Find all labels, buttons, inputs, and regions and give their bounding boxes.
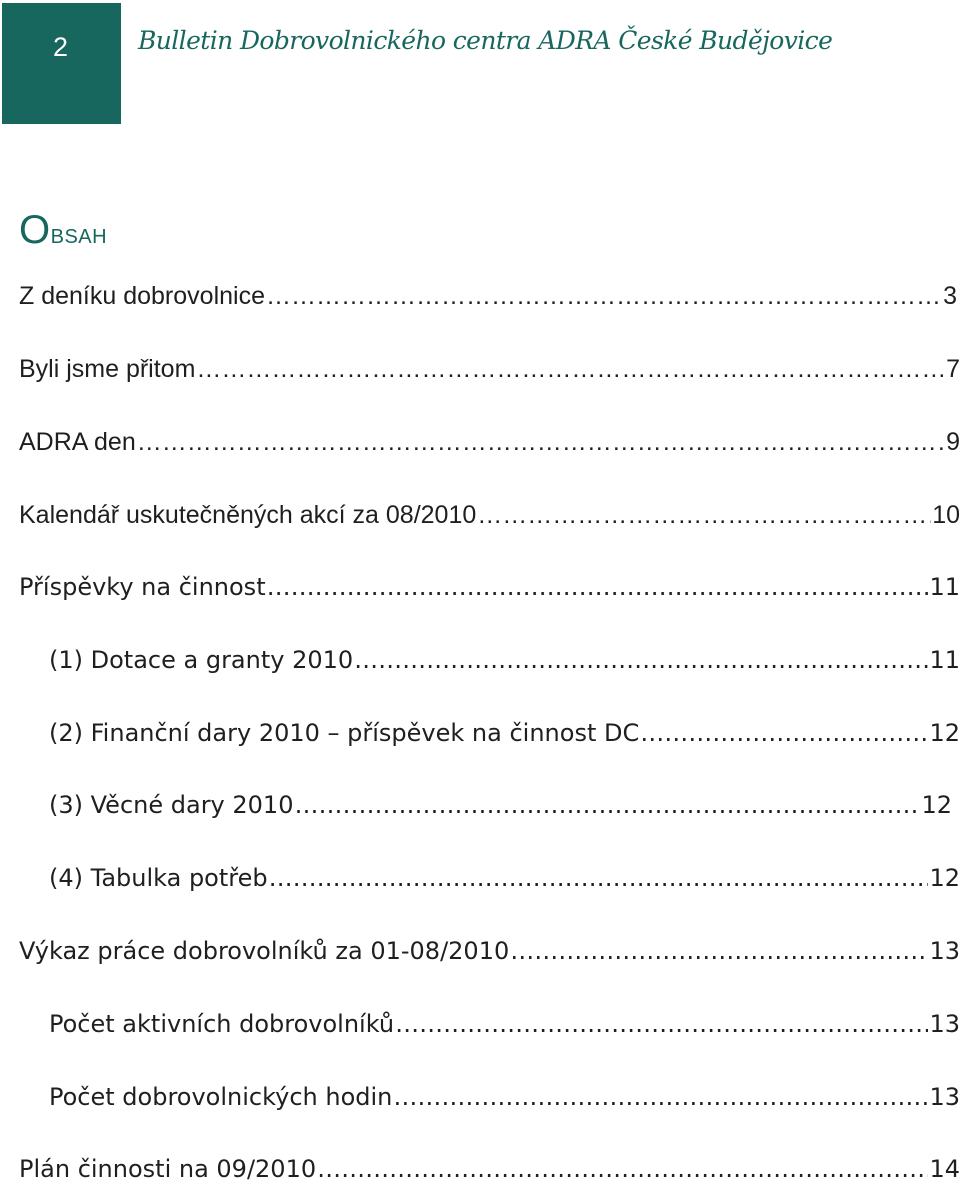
toc-leader-dots [267,569,929,605]
toc-entry-page: 13 [929,1010,960,1038]
toc-entry-page: 13 [929,937,960,965]
toc-entry[interactable] [19,569,960,605]
toc-leader-dots [266,278,942,314]
toc-leader-dots [354,642,928,678]
toc-entry-page: 11 [929,646,960,674]
toc-entry[interactable] [49,1006,960,1042]
toc-heading-initial: O [19,208,51,252]
toc-entry-page: 11 [929,573,960,601]
toc-entry-page: 12 [921,791,952,819]
toc-entry[interactable] [49,1079,960,1115]
toc-leader-dots [294,787,920,823]
toc-entry[interactable] [19,933,960,969]
toc-leader-dots [269,860,929,896]
toc-entry-title: Výkaz práce dobrovolníků za 01-08/2010 [19,937,510,965]
toc-entry[interactable] [19,278,957,314]
toc-entry-title: Příspěvky na činnost [19,573,266,601]
toc-entry[interactable] [19,1151,960,1187]
toc-leader-dots [477,497,931,533]
toc-entry-title: Počet aktivních dobrovolníků [49,1010,395,1038]
bulletin-title: Bulletin Dobrovolnického centra ADRA České Budějovice [138,26,833,55]
toc-entry-title: Počet dobrovolnických hodin [49,1083,393,1111]
toc-entry-page: 9 [946,428,960,456]
toc-entry[interactable] [49,860,960,896]
toc-entry[interactable] [49,715,960,751]
toc-entry-title: (4) Tabulka potřeb [49,864,268,892]
toc-entry-page: 10 [932,501,960,529]
toc-entry[interactable] [49,642,960,678]
toc-entry-page: 3 [943,282,957,310]
toc-entry-page: 12 [929,864,960,892]
toc-leader-dots [137,424,945,460]
toc-entry-title: (3) Věcné dary 2010 [49,791,294,819]
toc-leader-dots [395,1006,928,1042]
page-number: 2 [53,32,69,62]
toc-entry-page: 7 [946,355,960,383]
toc-leader-dots [317,1151,928,1187]
toc-entry-title: (2) Finanční dary 2010 – příspěvek na činnost DC [49,719,640,747]
toc-entry-title: (1) Dotace a granty 2010 [49,646,354,674]
toc-entry[interactable] [49,787,952,823]
toc-leader-dots [640,715,928,751]
toc-leader-dots [196,351,945,387]
toc-entry-page: 13 [929,1083,960,1111]
toc-entry-title: ADRA den [19,428,136,456]
toc-heading-rest: bsah [50,218,108,250]
toc-entry[interactable] [19,497,960,533]
toc-leader-dots [510,933,928,969]
toc-entry-title: Kalendář uskutečněných akcí za 08/2010 [19,501,477,529]
toc-entry-title: Plán činnosti na 09/2010 [19,1155,317,1183]
toc-leader-dots [393,1079,928,1115]
toc-entry-title: Byli jsme přitom [19,355,196,383]
toc-entry-page: 12 [929,719,960,747]
toc-entry[interactable] [19,351,960,387]
toc-entry[interactable] [19,424,960,460]
toc-entry-page: 14 [929,1155,960,1183]
toc-entry-title: Z deníku dobrovolnice [19,282,265,310]
